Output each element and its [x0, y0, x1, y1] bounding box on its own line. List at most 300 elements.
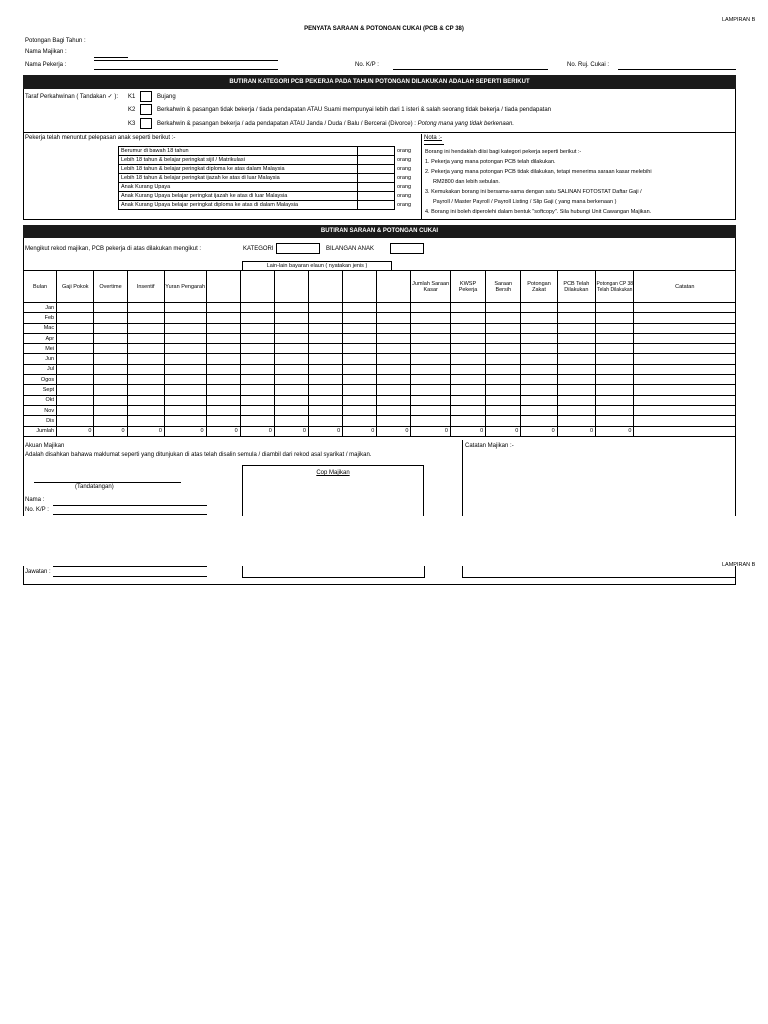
table-cell[interactable]: [634, 385, 736, 395]
table-cell[interactable]: [240, 385, 274, 395]
children-count-cell[interactable]: [358, 147, 395, 156]
table-cell[interactable]: [486, 395, 521, 405]
table-cell[interactable]: [240, 344, 274, 354]
table-cell[interactable]: [596, 416, 634, 426]
col-other-6: [377, 271, 411, 303]
table-cell[interactable]: [127, 333, 164, 343]
total-cell: 0: [308, 426, 342, 436]
table-cell[interactable]: [450, 405, 485, 415]
name-field[interactable]: [53, 505, 207, 506]
table-cell[interactable]: [596, 303, 634, 313]
employee-field[interactable]: [94, 69, 278, 70]
table-cell[interactable]: [308, 405, 342, 415]
cont-left-border: [23, 566, 24, 584]
table-cell[interactable]: [557, 303, 595, 313]
children-unit: orang: [397, 201, 412, 208]
table-cell[interactable]: [557, 323, 595, 333]
children-count-cell[interactable]: [358, 165, 395, 174]
table-cell[interactable]: [94, 364, 127, 374]
k1-label: K1: [128, 94, 136, 100]
table-cell[interactable]: [206, 405, 240, 415]
table-cell[interactable]: [557, 354, 595, 364]
table-cell[interactable]: [94, 405, 127, 415]
table-cell[interactable]: [343, 375, 377, 385]
children-unit: orang: [397, 174, 412, 181]
other-pay-label: Lain-lain bayaran elaun ( nyatakan jenis ): [266, 263, 368, 269]
table-cell[interactable]: [343, 395, 377, 405]
table-cell[interactable]: [486, 375, 521, 385]
table-cell[interactable]: [596, 344, 634, 354]
table-cell[interactable]: [521, 416, 557, 426]
k1-checkbox[interactable]: [140, 91, 152, 102]
table-cell[interactable]: [240, 354, 274, 364]
table-cell[interactable]: [240, 395, 274, 405]
table-cell[interactable]: [127, 354, 164, 364]
table-cell[interactable]: [308, 333, 342, 343]
table-cell[interactable]: [164, 303, 206, 313]
table-cell[interactable]: [634, 323, 736, 333]
table-cell[interactable]: [450, 354, 485, 364]
stamp-label: Cop Majikan: [316, 470, 350, 476]
table-cell[interactable]: [450, 364, 485, 374]
table-cell[interactable]: [274, 333, 308, 343]
table-cell[interactable]: [343, 354, 377, 364]
table-cell[interactable]: [557, 364, 595, 374]
table-cell[interactable]: [240, 375, 274, 385]
employer-label: Nama Majikan :: [25, 49, 67, 55]
table-row: [24, 375, 736, 385]
table-cell[interactable]: [634, 405, 736, 415]
table-row: [24, 385, 736, 395]
table-cell[interactable]: [343, 405, 377, 415]
table-cell[interactable]: [521, 354, 557, 364]
section2-header: BUTIRAN SARAAN & POTONGAN CUKAI: [23, 225, 736, 238]
total-cell: 0: [557, 426, 595, 436]
table-cell[interactable]: [164, 395, 206, 405]
table-row: [24, 323, 736, 333]
table-cell[interactable]: [486, 354, 521, 364]
table-cell[interactable]: [486, 364, 521, 374]
children-row: [119, 192, 414, 201]
table-cell[interactable]: [308, 416, 342, 426]
table-cell[interactable]: [634, 395, 736, 405]
totals-row: [24, 426, 736, 436]
table-cell[interactable]: [411, 313, 450, 323]
table-cell[interactable]: [450, 323, 485, 333]
table-cell[interactable]: [206, 364, 240, 374]
children-count-cell[interactable]: [358, 183, 395, 192]
month-label: Jun: [24, 354, 57, 364]
table-cell[interactable]: [411, 364, 450, 374]
table-cell[interactable]: [486, 323, 521, 333]
table-cell[interactable]: [411, 375, 450, 385]
tax-ref-label: No. Ruj. Cukai :: [567, 62, 610, 68]
table-cell[interactable]: [94, 375, 127, 385]
table-cell[interactable]: [377, 405, 411, 415]
table-cell[interactable]: [450, 375, 485, 385]
cont-right-border: [735, 566, 736, 584]
table-cell[interactable]: [206, 395, 240, 405]
table-cell[interactable]: [486, 416, 521, 426]
table-cell[interactable]: [343, 385, 377, 395]
table-cell[interactable]: [450, 344, 485, 354]
table-cell[interactable]: [94, 313, 127, 323]
table-row: [24, 354, 736, 364]
section1-right-border: [735, 89, 736, 220]
children-row-label: Berumur di bawah 18 tahun: [119, 147, 358, 156]
table-cell[interactable]: [308, 395, 342, 405]
table-cell[interactable]: [557, 344, 595, 354]
month-label: Nov: [24, 405, 57, 415]
table-cell[interactable]: [450, 416, 485, 426]
total-cell: 0: [206, 426, 240, 436]
table-cell[interactable]: [377, 395, 411, 405]
table-cell[interactable]: [94, 333, 127, 343]
table-cell[interactable]: [486, 405, 521, 415]
table-cell[interactable]: [486, 313, 521, 323]
table-cell[interactable]: [596, 364, 634, 374]
col-other-2: [240, 271, 274, 303]
table-cell[interactable]: [634, 333, 736, 343]
table-cell[interactable]: [521, 405, 557, 415]
table-cell[interactable]: [94, 344, 127, 354]
table-cell[interactable]: [521, 323, 557, 333]
col-net: Saraan Bersih: [486, 271, 521, 303]
table-cell[interactable]: [521, 385, 557, 395]
table-cell[interactable]: [274, 323, 308, 333]
month-label: Apr: [24, 333, 57, 343]
k3-checkbox[interactable]: [140, 118, 152, 129]
table-cell[interactable]: [57, 354, 94, 364]
decl-ic-field[interactable]: [53, 514, 207, 515]
table-cell[interactable]: [127, 313, 164, 323]
table-cell[interactable]: [411, 385, 450, 395]
table-cell[interactable]: [308, 344, 342, 354]
children-row: [119, 156, 414, 165]
category-input[interactable]: [276, 243, 320, 254]
table-cell[interactable]: [343, 323, 377, 333]
children-count-input[interactable]: [390, 243, 424, 254]
total-cell: 0: [450, 426, 485, 436]
table-cell[interactable]: [343, 416, 377, 426]
table-cell[interactable]: [240, 405, 274, 415]
table-cell[interactable]: [127, 416, 164, 426]
table-cell[interactable]: [557, 395, 595, 405]
section2-left-border: [23, 238, 24, 270]
table-cell[interactable]: [127, 395, 164, 405]
children-row: [119, 183, 414, 192]
table-cell[interactable]: [57, 416, 94, 426]
children-count-cell[interactable]: [358, 192, 395, 201]
table-cell[interactable]: [411, 333, 450, 343]
table-cell[interactable]: [521, 344, 557, 354]
table-cell[interactable]: [164, 333, 206, 343]
table-cell[interactable]: [94, 323, 127, 333]
table-cell[interactable]: [308, 313, 342, 323]
employee-label: Nama Pekerja :: [25, 62, 67, 68]
table-cell[interactable]: [274, 364, 308, 374]
table-cell[interactable]: [94, 354, 127, 364]
month-label: Jan: [24, 303, 57, 313]
table-cell[interactable]: [343, 303, 377, 313]
table-cell[interactable]: [634, 364, 736, 374]
table-cell[interactable]: [377, 354, 411, 364]
table-cell[interactable]: [240, 416, 274, 426]
table-cell[interactable]: [57, 375, 94, 385]
table-cell[interactable]: [127, 405, 164, 415]
table-cell[interactable]: [450, 333, 485, 343]
children-row: [119, 147, 414, 156]
table-cell[interactable]: [274, 395, 308, 405]
table-cell[interactable]: [206, 344, 240, 354]
table-cell[interactable]: [377, 323, 411, 333]
table-cell[interactable]: [411, 354, 450, 364]
note-item: Payroll / Master Payroll / Payroll Listing / Slip Gaji ( yang mana berkenaan ): [433, 199, 617, 205]
section1-bottom: [23, 219, 736, 220]
table-cell[interactable]: [274, 405, 308, 415]
table-cell[interactable]: [57, 405, 94, 415]
k3-label: K3: [128, 121, 136, 127]
table-cell[interactable]: [164, 375, 206, 385]
table-cell[interactable]: [634, 344, 736, 354]
table-cell[interactable]: [308, 354, 342, 364]
month-label: Sept: [24, 385, 57, 395]
table-cell[interactable]: [308, 375, 342, 385]
table-cell[interactable]: [411, 405, 450, 415]
table-cell[interactable]: [57, 344, 94, 354]
table-cell[interactable]: [308, 323, 342, 333]
cont-stamp-bottom: [242, 577, 425, 578]
table-cell[interactable]: [164, 405, 206, 415]
table-cell[interactable]: [377, 344, 411, 354]
table-cell[interactable]: [206, 385, 240, 395]
table-cell[interactable]: [557, 375, 595, 385]
table-cell[interactable]: [206, 313, 240, 323]
table-cell[interactable]: [596, 395, 634, 405]
table-cell[interactable]: [308, 303, 342, 313]
table-cell[interactable]: [521, 375, 557, 385]
children-row-label: Anak Kurang Upaya belajar peringkat ijazah ke atas di luar Malaysia: [119, 192, 358, 201]
table-cell[interactable]: [634, 375, 736, 385]
table-cell[interactable]: [274, 375, 308, 385]
table-cell[interactable]: [557, 405, 595, 415]
table-cell[interactable]: [377, 375, 411, 385]
children-count-label: BILANGAN ANAK: [326, 246, 375, 252]
table-cell[interactable]: [274, 354, 308, 364]
tax-ref-field[interactable]: [618, 69, 736, 70]
table-cell[interactable]: [450, 303, 485, 313]
table-cell[interactable]: [94, 416, 127, 426]
table-cell[interactable]: [127, 385, 164, 395]
table-cell[interactable]: [596, 313, 634, 323]
table-cell[interactable]: [240, 323, 274, 333]
col-remarks: Catatan: [634, 271, 736, 303]
notes-title: Nota :-: [424, 135, 443, 141]
table-cell[interactable]: [486, 344, 521, 354]
table-cell[interactable]: [450, 385, 485, 395]
total-cell: 0: [274, 426, 308, 436]
table-cell[interactable]: [634, 354, 736, 364]
table-cell[interactable]: [274, 385, 308, 395]
total-cell: 0: [57, 426, 94, 436]
employer-underline: [94, 57, 128, 58]
children-row-label: Anak Kurang Upaya: [119, 183, 358, 192]
month-label: Mac: [24, 323, 57, 333]
table-cell[interactable]: [164, 364, 206, 374]
cont-stamp-left: [242, 566, 243, 577]
table-cell[interactable]: [308, 364, 342, 374]
table-row: [24, 395, 736, 405]
col-epf: KWSP Pekerja: [450, 271, 485, 303]
table-cell[interactable]: [377, 333, 411, 343]
table-cell[interactable]: [274, 313, 308, 323]
table-cell[interactable]: [411, 323, 450, 333]
table-cell[interactable]: [206, 333, 240, 343]
notes-box-left: [462, 440, 463, 516]
k2-checkbox[interactable]: [140, 104, 152, 115]
children-unit: orang: [397, 156, 412, 163]
table-cell[interactable]: [164, 313, 206, 323]
note-item: 3. Kemukakan borang ini bersama-sama dengan satu SALINAN FOTOSTAT Daftar Gaji /: [425, 189, 642, 195]
table-cell[interactable]: [57, 395, 94, 405]
table-cell[interactable]: [411, 416, 450, 426]
table-cell[interactable]: [57, 364, 94, 374]
table-cell[interactable]: [596, 375, 634, 385]
table-cell[interactable]: [377, 416, 411, 426]
month-label: Okt: [24, 395, 57, 405]
ic-field[interactable]: [393, 69, 548, 70]
children-count-cell[interactable]: [358, 201, 395, 210]
table-cell[interactable]: [521, 303, 557, 313]
table-cell[interactable]: [486, 303, 521, 313]
month-label: Mei: [24, 344, 57, 354]
table-cell[interactable]: [596, 333, 634, 343]
table-cell[interactable]: [411, 303, 450, 313]
table-cell[interactable]: [240, 303, 274, 313]
col-other-5: [343, 271, 377, 303]
table-cell[interactable]: [343, 344, 377, 354]
table-cell[interactable]: [57, 313, 94, 323]
table-cell[interactable]: [486, 385, 521, 395]
table-cell[interactable]: [557, 333, 595, 343]
table-cell[interactable]: [557, 385, 595, 395]
children-unit: orang: [397, 147, 412, 154]
table-cell[interactable]: [127, 303, 164, 313]
table-cell[interactable]: [521, 364, 557, 374]
table-cell[interactable]: [450, 395, 485, 405]
table-cell[interactable]: [240, 333, 274, 343]
table-cell[interactable]: [557, 313, 595, 323]
employer-field[interactable]: [94, 60, 278, 61]
table-cell[interactable]: [164, 344, 206, 354]
table-cell[interactable]: [450, 313, 485, 323]
table-cell[interactable]: [596, 405, 634, 415]
table-cell[interactable]: [206, 354, 240, 364]
table-cell[interactable]: [377, 385, 411, 395]
table-cell[interactable]: [486, 333, 521, 343]
table-cell[interactable]: [206, 303, 240, 313]
table-cell[interactable]: [343, 333, 377, 343]
cont-notes-left: [462, 566, 463, 577]
table-cell[interactable]: [377, 303, 411, 313]
table-cell[interactable]: [127, 344, 164, 354]
table-cell[interactable]: [57, 333, 94, 343]
table-cell[interactable]: [343, 313, 377, 323]
children-row-label: Anak Kurang Upaya belajar peringkat diploma ke atas di dalam Malaysia: [119, 201, 358, 210]
signature-line[interactable]: [34, 482, 181, 483]
table-cell[interactable]: [521, 313, 557, 323]
table-cell[interactable]: [164, 354, 206, 364]
position-field[interactable]: [53, 576, 207, 577]
table-cell[interactable]: [274, 416, 308, 426]
table-cell[interactable]: [164, 416, 206, 426]
table-cell[interactable]: [308, 385, 342, 395]
table-cell[interactable]: [343, 364, 377, 374]
children-unit: orang: [397, 192, 412, 199]
k3-text: Berkahwin & pasangan bekerja / ada pendapatan ATAU Janda / Duda / Balu / Bercerai (Divorce) : Potong mana yang tidak berkenaan.: [157, 121, 515, 127]
table-cell[interactable]: [206, 323, 240, 333]
total-label: Jumlah: [24, 426, 57, 436]
table-cell[interactable]: [240, 313, 274, 323]
table-cell[interactable]: [164, 323, 206, 333]
declaration-title: Akuan Majikan: [25, 443, 65, 449]
table-cell[interactable]: [240, 364, 274, 374]
table-cell[interactable]: [634, 313, 736, 323]
col-other-1: [206, 271, 240, 303]
table-cell[interactable]: [57, 303, 94, 313]
table-cell[interactable]: [634, 303, 736, 313]
table-cell[interactable]: [164, 385, 206, 395]
children-row: [119, 174, 414, 183]
table-cell[interactable]: [94, 385, 127, 395]
table-cell[interactable]: [94, 303, 127, 313]
table-cell[interactable]: [127, 364, 164, 374]
table-row: [24, 313, 736, 323]
table-cell[interactable]: [596, 323, 634, 333]
category-label: KATEGORI: [243, 246, 274, 252]
table-cell[interactable]: [411, 344, 450, 354]
table-cell[interactable]: [206, 416, 240, 426]
table-cell[interactable]: [94, 395, 127, 405]
table-cell[interactable]: [274, 303, 308, 313]
table-cell[interactable]: [411, 395, 450, 405]
children-count-cell[interactable]: [358, 174, 395, 183]
table-row: [24, 303, 736, 313]
table-cell[interactable]: [377, 313, 411, 323]
table-cell[interactable]: [596, 354, 634, 364]
total-cell: 0: [94, 426, 127, 436]
table-cell[interactable]: [274, 344, 308, 354]
col-cp38: Potongan CP 38 Telah Dilakukan: [596, 271, 634, 303]
table-cell[interactable]: [521, 395, 557, 405]
table-cell[interactable]: [634, 416, 736, 426]
table-cell[interactable]: [206, 375, 240, 385]
table-cell[interactable]: [127, 323, 164, 333]
children-count-cell[interactable]: [358, 156, 395, 165]
note-item: RM2800 dan lebih sebulan.: [433, 179, 500, 185]
year-label: Potongan Bagi Tahun :: [25, 38, 86, 44]
table-cell[interactable]: [57, 385, 94, 395]
table-cell[interactable]: [377, 364, 411, 374]
table-cell[interactable]: [596, 385, 634, 395]
table-cell[interactable]: [521, 333, 557, 343]
note-item: 4. Borang ini boleh diperolehi dalam bentuk "softcopy". Sila hubungi Unit Cawangan Majikan.: [425, 209, 652, 215]
table-cell[interactable]: [57, 323, 94, 333]
col-zakat: Potongan Zakat: [521, 271, 557, 303]
table-cell[interactable]: [557, 416, 595, 426]
col-other-4: [308, 271, 342, 303]
table-cell[interactable]: [127, 375, 164, 385]
